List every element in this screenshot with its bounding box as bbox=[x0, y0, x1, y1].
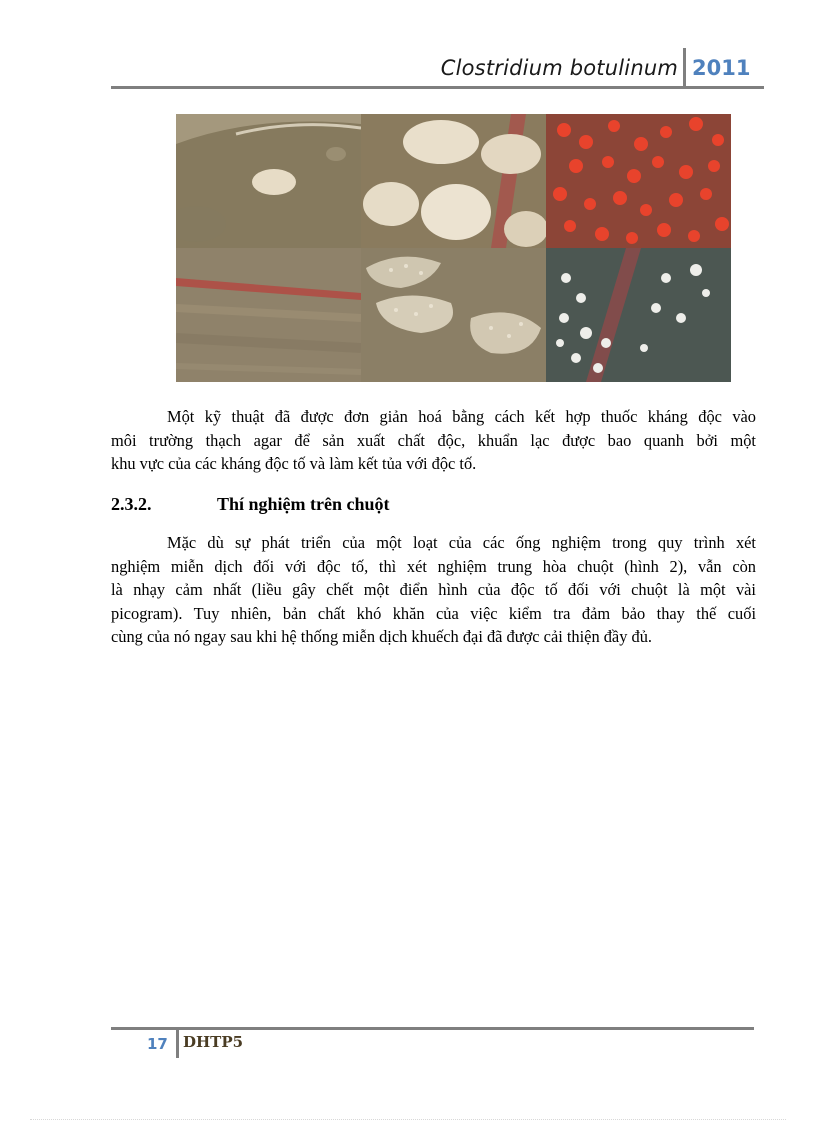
section-heading bbox=[111, 494, 390, 515]
header-title: Clostridium botulinum bbox=[440, 56, 678, 80]
page-bottom-dotted-line bbox=[30, 1119, 786, 1120]
paragraph-mouse-bioassay bbox=[111, 531, 756, 649]
footer-divider bbox=[176, 1030, 179, 1058]
footer-rule bbox=[111, 1027, 754, 1030]
page-number: 17 bbox=[147, 1035, 168, 1053]
colony-panel-6 bbox=[546, 248, 731, 382]
paragraph-line: Một kỹ thuật đã được đơn giản hoá bằng cách kết hợp thuốc kháng độc vào bbox=[167, 407, 756, 426]
colony-panel-2 bbox=[361, 114, 546, 248]
colony-panel-3 bbox=[546, 114, 731, 248]
header-rule bbox=[111, 86, 764, 89]
paragraph-line: nghiệm miễn dịch đối với độc tố, thì xét nghiệm trung hòa chuột (hình 2), vẫn còn bbox=[111, 556, 756, 576]
colony-panel-1 bbox=[176, 114, 361, 248]
paragraph-line: Mặc dù sự phát triển của một loạt của các ống nghiệm trong quy trình xét bbox=[167, 533, 756, 552]
paragraph-line: picogram). Tuy nhiên, bản chất khó khăn của việc kiểm tra đảm bảo thay thế cuối bbox=[111, 603, 756, 623]
footer-label: DHTP5 bbox=[183, 1033, 244, 1051]
paragraph-line: là nhạy cảm nhất (liều gây chết một điển hình của độc tố đối với chuột là một vài bbox=[111, 580, 756, 599]
paragraph-line: môi trường thạch agar để sản xuất chất độc, khuẩn lạc được bao quanh bởi một bbox=[111, 430, 756, 450]
colony-panel-4 bbox=[176, 248, 361, 382]
colony-photo-figure bbox=[176, 114, 731, 382]
paragraph-antitoxin-agar bbox=[111, 405, 756, 476]
paragraph-line: khu vực của các kháng độc tố và làm kết tủa với độc tố. bbox=[111, 454, 477, 473]
header-divider bbox=[683, 48, 686, 86]
section-title: Thí nghiệm trên chuột bbox=[217, 494, 390, 514]
section-number: 2.3.2. bbox=[111, 494, 152, 514]
colony-panel-5 bbox=[361, 248, 546, 382]
header-year: 2011 bbox=[692, 56, 751, 80]
paragraph-line: cùng của nó ngay sau khi hệ thống miễn dịch khuếch đại đã được cải thiện đầy đủ. bbox=[111, 627, 652, 646]
